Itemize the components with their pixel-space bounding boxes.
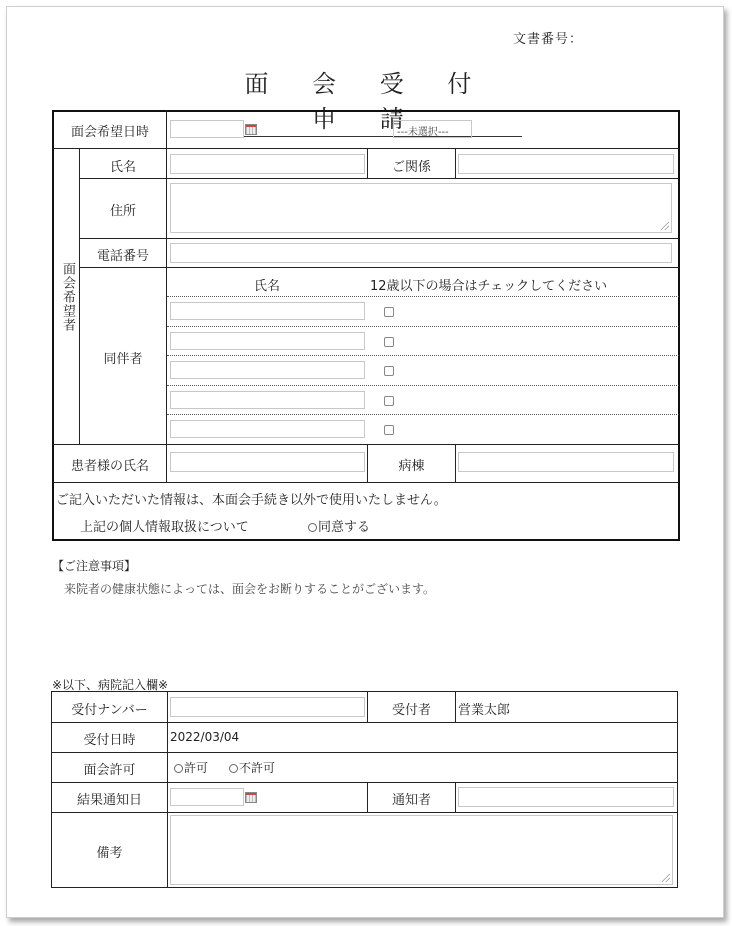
under-12-checkbox[interactable]: [384, 425, 394, 435]
permit-label: 許可: [184, 761, 209, 775]
companion-name-input[interactable]: [170, 391, 365, 409]
phone-input[interactable]: [170, 243, 672, 263]
companion-row-divider: [167, 385, 679, 386]
row-divider: [79, 178, 679, 179]
relation-input[interactable]: [458, 154, 674, 174]
companion-name-input[interactable]: [170, 361, 365, 379]
under-12-checkbox[interactable]: [384, 396, 394, 406]
ward-label: 病棟: [398, 459, 425, 474]
companion-name-input[interactable]: [170, 302, 365, 320]
reception-date-label: 受付日時: [83, 733, 136, 748]
column-divider: [167, 692, 168, 887]
under-12-checkbox[interactable]: [384, 366, 394, 376]
companion-name-input[interactable]: [170, 332, 365, 350]
reception-number-input[interactable]: [170, 697, 365, 717]
notify-date-input[interactable]: [170, 788, 244, 806]
companion-check-header: 12歳以下の場合はチェックしてください: [370, 279, 608, 294]
reception-number-label: 受付ナンバー: [71, 703, 148, 718]
address-label: 住所: [109, 204, 136, 219]
notifier-label: 通知者: [391, 793, 431, 808]
visit-date-label: 面会希望日時: [70, 125, 149, 140]
receiver-label: 受付者: [391, 703, 431, 718]
patient-name-label: 患者様の氏名: [70, 459, 149, 474]
row-divider: [52, 782, 677, 783]
companion-row-divider: [167, 326, 679, 327]
phone-label: 電話番号: [96, 249, 149, 264]
radio-icon[interactable]: [174, 764, 183, 773]
column-divider: [455, 692, 456, 722]
companion-row-divider: [167, 296, 679, 297]
under-12-checkbox[interactable]: [384, 337, 394, 347]
row-divider: [52, 812, 677, 813]
row-divider: [53, 148, 679, 149]
permit-radio[interactable]: [174, 759, 208, 776]
document-number-label: 文書番号：: [513, 32, 584, 47]
column-divider: [455, 782, 456, 812]
notes-heading: 【ご注意事項】: [52, 559, 137, 573]
remarks-textarea[interactable]: [170, 815, 673, 885]
permission-label: 面会許可: [83, 763, 136, 778]
calendar-icon[interactable]: [245, 124, 257, 135]
under-12-checkbox[interactable]: [384, 307, 394, 317]
column-divider: [166, 110, 167, 482]
radio-icon[interactable]: [308, 523, 317, 532]
column-divider: [79, 148, 80, 444]
name-label: 氏名: [109, 160, 136, 175]
companion-row-divider: [167, 414, 679, 415]
privacy-notice: ご記入いただいた情報は、本面会手続き以外で使用いたしません。: [56, 493, 447, 508]
companion-name-header: 氏名: [253, 279, 280, 294]
hospital-section-label: ※以下、病院記入欄※: [52, 678, 169, 692]
remarks-label: 備考: [96, 846, 123, 861]
row-divider: [53, 444, 679, 445]
companion-row-divider: [167, 355, 679, 356]
address-textarea[interactable]: [170, 183, 672, 233]
visit-date-input[interactable]: [170, 120, 244, 138]
patient-name-input[interactable]: [170, 452, 365, 472]
privacy-question: 上記の個人情報取扱について: [80, 520, 249, 535]
row-divider: [53, 482, 679, 483]
agree-label: 同意する: [318, 520, 371, 535]
resize-grip-icon[interactable]: [662, 874, 670, 882]
radio-icon[interactable]: [229, 764, 238, 773]
visit-time-select[interactable]: ---未選択---: [393, 120, 472, 138]
row-divider: [52, 752, 677, 753]
row-divider: [52, 722, 677, 723]
resize-grip-icon[interactable]: [661, 222, 669, 230]
column-divider: [455, 148, 456, 178]
page-title: 面 会 受 付 申 請: [212, 64, 522, 137]
row-divider: [79, 238, 679, 239]
notes-text: 来院者の健康状態によっては、面会をお断りすることがございます。: [64, 582, 436, 596]
companion-label: 同伴者: [103, 352, 143, 367]
receiver-value: 営業太郎: [458, 703, 511, 718]
companion-name-input[interactable]: [170, 420, 365, 438]
deny-radio[interactable]: [229, 759, 275, 776]
deny-label: 不許可: [239, 761, 276, 775]
agree-radio[interactable]: [308, 516, 370, 535]
ward-input[interactable]: [458, 452, 674, 472]
column-divider: [455, 444, 456, 482]
row-divider: [79, 267, 679, 268]
visitor-group-label: 面会希望者: [60, 262, 75, 332]
notifier-input[interactable]: [458, 787, 674, 807]
calendar-icon[interactable]: [245, 792, 257, 803]
reception-date-value: 2022/03/04: [170, 730, 240, 744]
relation-label: ご関係: [391, 160, 431, 175]
notify-date-label: 結果通知日: [76, 793, 142, 808]
visitor-name-input[interactable]: [170, 154, 365, 174]
